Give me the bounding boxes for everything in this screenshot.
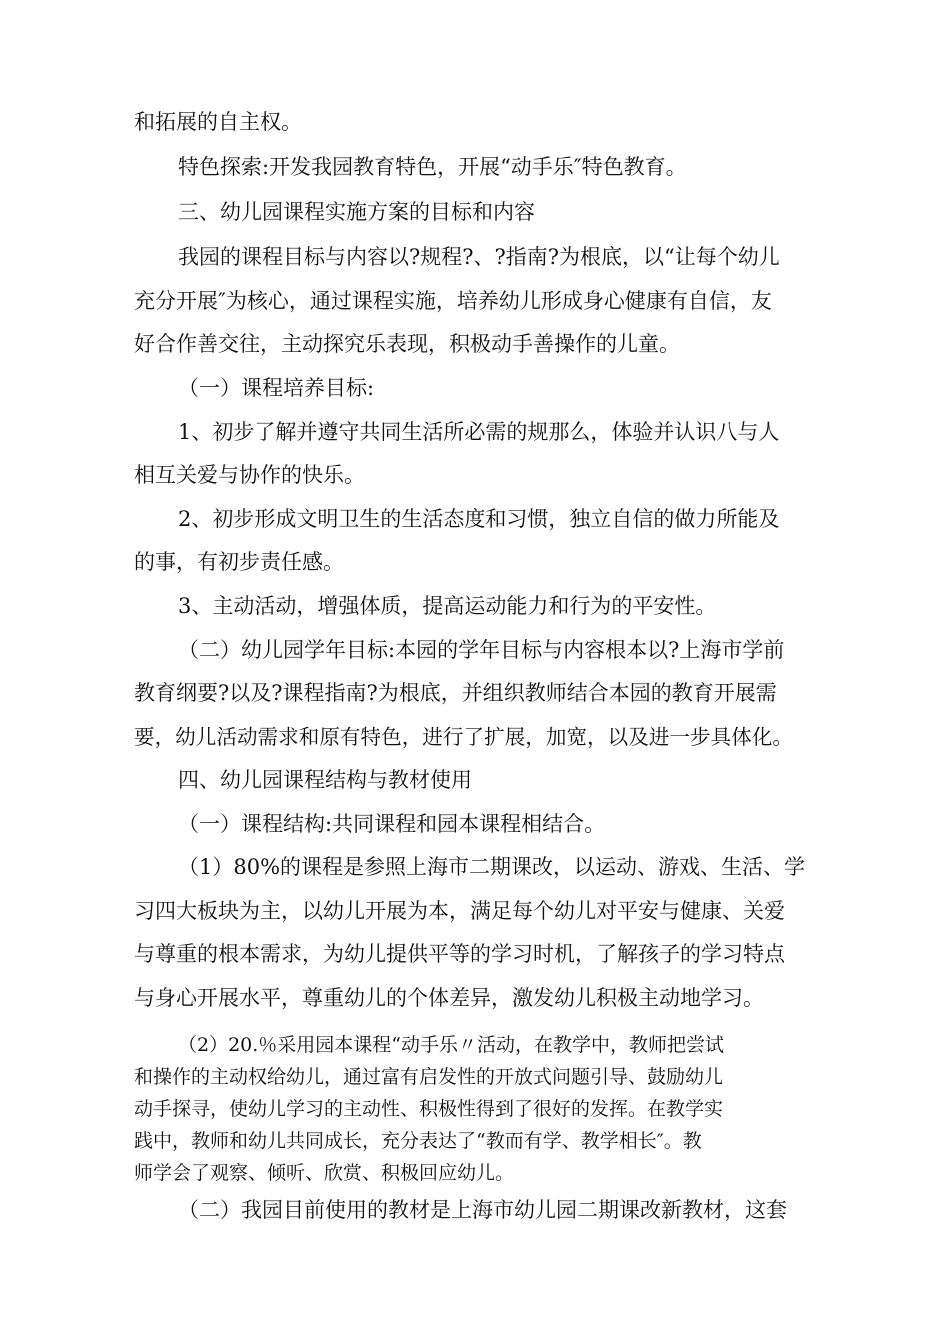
section-heading-3: 三、幼儿园课程实施方案的目标和内容 — [178, 200, 535, 224]
subheading-structure: （一）课程结构:共同课程和园本课程相结合。 — [178, 812, 606, 836]
text-line-26: 师学会了观察、倾听、欣赏、积极回应幼儿。 — [134, 1162, 515, 1184]
text-line-19: 习四大板块为主，以幼儿开展为本，满足每个幼儿对平安与健康、关爱 — [134, 899, 785, 923]
text-line-12: 3、主动活动，增强体质，提高运动能力和行为的平安性。 — [178, 594, 717, 618]
text-line-10: 2、初步形成文明卫生的生活态度和习惯，独立自信的做力所能及 — [178, 507, 780, 531]
text-line-21: 与身心开展水平，尊重幼儿的个体差异，激发幼儿积极主动地学习。 — [134, 986, 764, 1010]
text-line-23: 和操作的主动权给幼儿，通过富有启发性的开放式问题引导、鼓励幼儿 — [134, 1066, 724, 1088]
text-line-15: 要，幼儿活动需求和原有特色，进行了扩展，加宽，以及进一步具体化。 — [134, 725, 793, 749]
text-line-22: （2）20.％采用园本课程“动手乐〃活动，在教学中，教师把尝试 — [178, 1034, 725, 1056]
text-line-27: （二）我园目前使用的教材是上海市幼儿园二期课改新教材，这套 — [178, 1198, 787, 1222]
text-line-8: 1、初步了解并遵守共同生活所必需的规那么，体验并认识八与人 — [178, 420, 780, 444]
text-line-4: 我园的课程目标与内容以?规程?、?指南?为根底，以“让每个幼儿 — [178, 245, 780, 269]
text-line-25: 践中，教师和幼儿共同成长，充分表达了“教而有学、教学相长″。教 — [134, 1130, 702, 1152]
text-line-1: 和拓展的自主权。 — [134, 110, 302, 134]
text-line-6: 好合作善交往，主动探究乐表现，积极动手善操作的儿童。 — [134, 332, 680, 356]
text-line-9: 相互关爱与协作的快乐。 — [134, 463, 365, 487]
subheading-goals: （一）课程培养目标: — [178, 376, 375, 400]
text-line-24: 动手探寻，使幼儿学习的主动性、积极性得到了很好的发挥。在教学实 — [134, 1098, 724, 1120]
text-line-5: 充分开展″为核心，通过课程实施，培养幼儿形成身心健康有自信，友 — [134, 289, 772, 313]
section-heading-4: 四、幼儿园课程结构与教材使用 — [178, 768, 472, 792]
text-line-20: 与尊重的根本需求，为幼儿提供平等的学习时机，了解孩子的学习特点 — [134, 942, 785, 966]
text-line-18: （1）80%的课程是参照上海市二期课改，以运动、游戏、生活、学 — [178, 855, 806, 879]
text-line-14: 教育纲要?以及?课程指南?为根底，并组织教师结合本园的教育开展需 — [134, 681, 777, 705]
text-line-11: 的事，有初步责任感。 — [134, 550, 344, 574]
text-line-13: （二）幼儿园学年目标:本园的学年目标与内容根本以?上海市学前 — [178, 638, 785, 662]
text-line-2: 特色探索:开发我园教育特色，开展“动手乐″特色教育。 — [178, 155, 687, 179]
